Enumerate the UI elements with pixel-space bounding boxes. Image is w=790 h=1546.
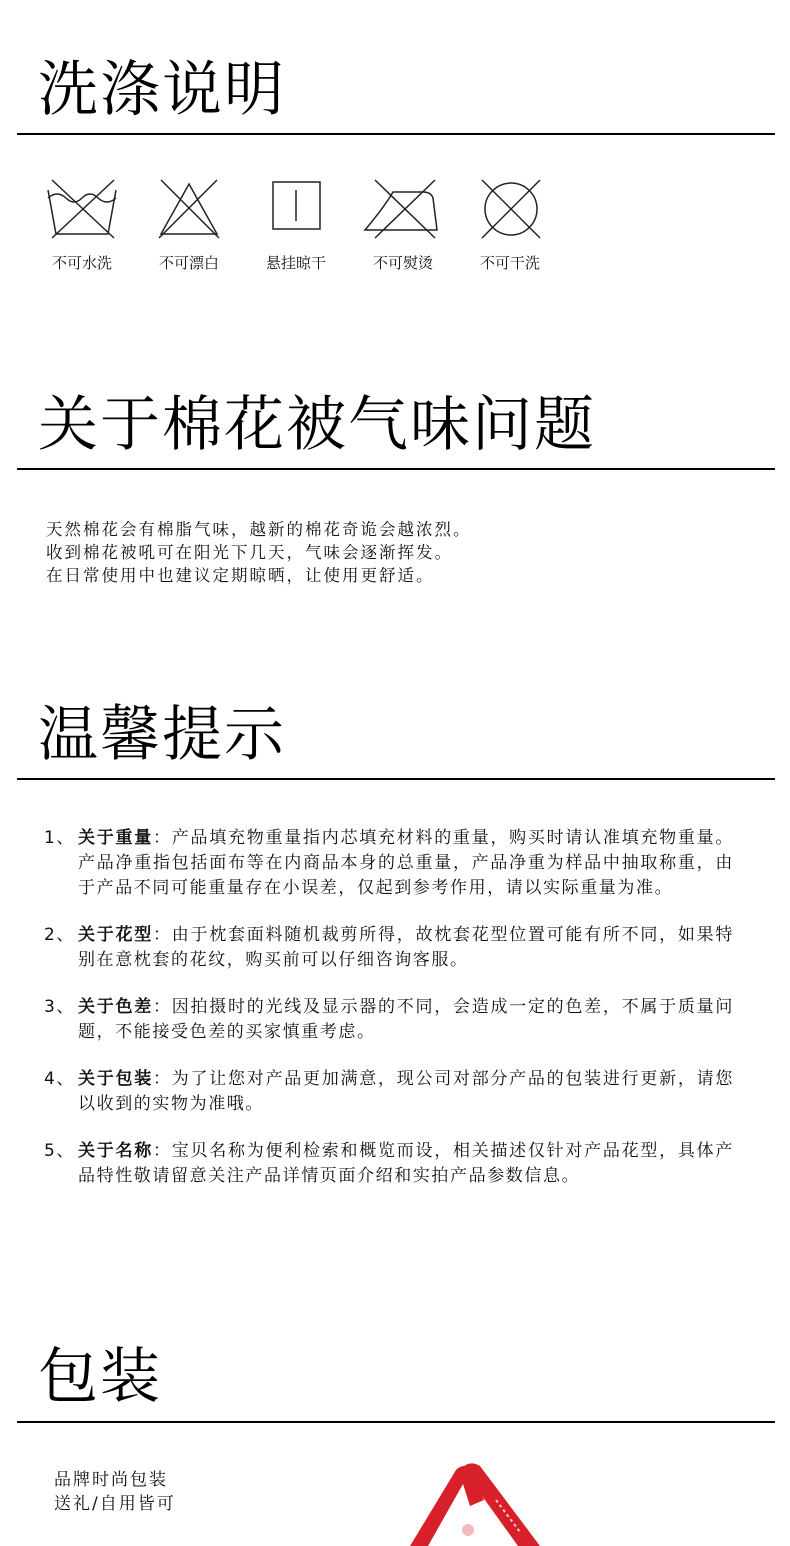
tip-title: 关于花型: [78, 925, 153, 945]
odor-line: 天然棉花会有棉脂气味，越新的棉花奇诡会越浓烈。: [46, 520, 472, 539]
tip-title: 关于重量: [78, 828, 153, 848]
care-item-no-dry-clean: [468, 176, 552, 273]
tip-number: 3、: [44, 997, 76, 1017]
care-item-no-bleach: [147, 176, 231, 273]
no-dry-clean-icon: [468, 176, 552, 240]
tip-number: 4、: [44, 1069, 76, 1089]
odor-line: 在日常使用中也建议定期晾晒，让使用更舒适。: [46, 566, 435, 585]
tip-text: ：由于枕套面料随机裁剪所得，故枕套花型位置可能有所不同，如果特别在意枕套的花纹，购买前可以仔细咨询客服。: [78, 925, 734, 970]
odor-divider: [17, 468, 775, 470]
tip-number: 2、: [44, 925, 76, 945]
odor-text: [46, 518, 472, 587]
washing-title: 洗涤说明: [38, 55, 286, 125]
tip-item-weight: [44, 826, 734, 901]
care-label-line-dry: 悬挂晾干: [265, 254, 326, 272]
tip-title: 关于名称: [78, 1141, 153, 1161]
odor-title: 关于棉花被气味问题: [38, 390, 596, 460]
tip-item-pattern: [44, 923, 734, 973]
tips-list: [44, 826, 734, 1189]
tip-text: ：为了让您对产品更加满意，现公司对部分产品的包装进行更新，请您以收到的实物为准哦。: [78, 1069, 734, 1114]
no-iron-icon: [361, 176, 445, 240]
line-dry-icon: [254, 176, 338, 240]
tip-number: 5、: [44, 1141, 76, 1161]
care-label-no-iron: 不可熨烫: [372, 254, 433, 272]
care-label-no-dry-clean: 不可干洗: [479, 254, 540, 272]
packaging-line: 品牌时尚包装: [54, 1470, 168, 1490]
tips-divider: [17, 778, 775, 780]
tip-text: ：因拍摄时的光线及显示器的不同，会造成一定的色差，不属于质量问题，不能接受色差的买家慎重考虑。: [78, 997, 734, 1042]
no-wash-icon: [40, 176, 124, 240]
tips-title: 温馨提示: [38, 700, 286, 770]
care-item-no-wash: [40, 176, 124, 273]
packaging-text: [54, 1468, 176, 1516]
tip-item-packaging: [44, 1067, 734, 1117]
care-item-no-iron: [361, 176, 445, 273]
tip-text: ：产品填充物重量指内芯填充材料的重量，购买时请认准填充物重量。产品净重指包括面布等在内商品本身的总重量，产品净重为样品中抽取称重，由于产品不同可能重量存在小误差，仅起到参考作用，请以实际重量为准。: [78, 828, 734, 898]
tip-item-color: [44, 995, 734, 1045]
care-label-no-wash: 不可水洗: [51, 254, 112, 272]
tip-title: 关于包装: [78, 1069, 153, 1089]
tip-text: ：宝贝名称为便利检索和概览而设，相关描述仅针对产品花型，具体产品特性敬请留意关注产品详情页面介绍和实拍产品参数信息。: [78, 1141, 734, 1186]
gift-ribbon-image: [400, 1460, 560, 1546]
tip-number: 1、: [44, 828, 76, 848]
packaging-line: 送礼/自用皆可: [54, 1494, 176, 1514]
care-label-no-bleach: 不可漂白: [158, 254, 219, 272]
care-item-line-dry: [254, 176, 338, 273]
tip-title: 关于色差: [78, 997, 153, 1017]
washing-divider: [17, 133, 775, 135]
odor-line: 收到棉花被吼可在阳光下几天，气味会逐渐挥发。: [46, 543, 453, 562]
tip-item-name: [44, 1139, 734, 1189]
packaging-title: 包装: [38, 1342, 162, 1412]
packaging-divider: [17, 1421, 775, 1423]
no-bleach-icon: [147, 176, 231, 240]
